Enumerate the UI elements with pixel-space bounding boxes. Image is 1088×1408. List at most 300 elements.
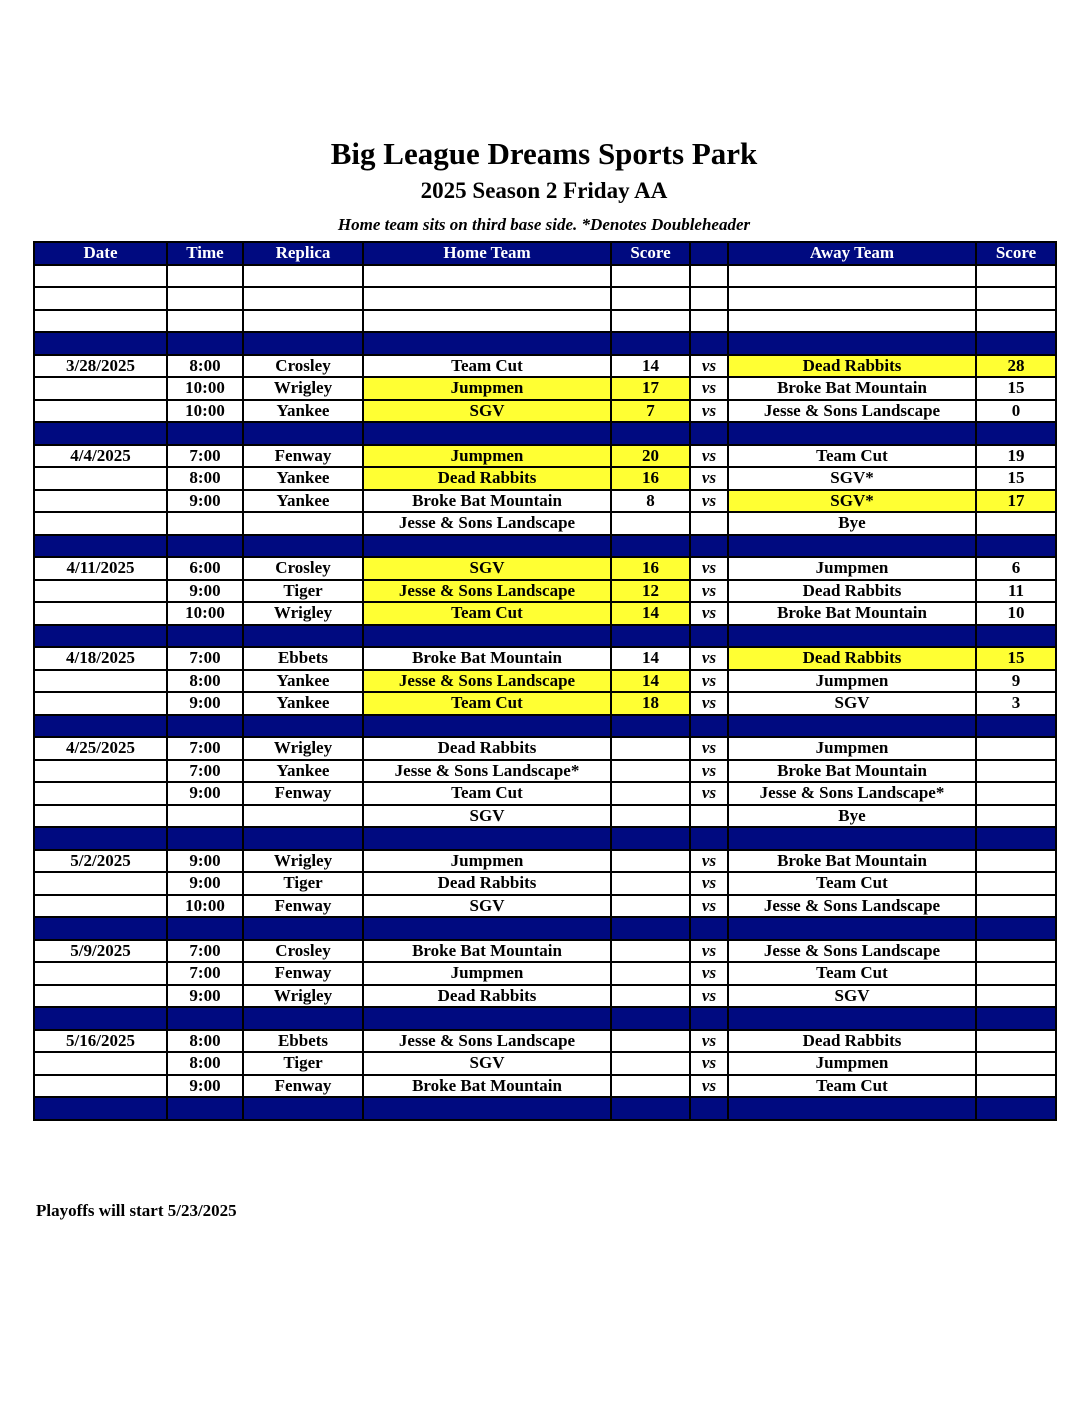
separator-cell <box>34 422 167 445</box>
separator-cell <box>611 625 690 648</box>
game-row <box>34 850 1056 873</box>
replica-cell: Crosley <box>243 557 363 580</box>
replica-cell: Fenway <box>243 895 363 918</box>
date-cell <box>34 377 167 400</box>
date-cell <box>34 962 167 985</box>
home-team-cell: SGV <box>363 805 611 828</box>
home-team-cell: Jumpmen <box>363 850 611 873</box>
time-cell: 9:00 <box>167 782 243 805</box>
home-score-cell: 16 <box>611 467 690 490</box>
vs-label: vs <box>690 692 728 715</box>
separator-cell <box>243 535 363 558</box>
game-row <box>34 962 1056 985</box>
separator-cell <box>976 332 1056 355</box>
home-team-cell: Team Cut <box>363 782 611 805</box>
date-cell: 5/16/2025 <box>34 1030 167 1053</box>
vs-label: vs <box>690 647 728 670</box>
away-score-cell <box>976 1052 1056 1075</box>
replica-cell: Fenway <box>243 445 363 468</box>
away-team-cell: Jumpmen <box>728 557 976 580</box>
time-cell: 8:00 <box>167 1052 243 1075</box>
blank-cell <box>243 310 363 333</box>
separator-cell <box>976 422 1056 445</box>
game-row <box>34 1030 1056 1053</box>
blank-cell <box>34 287 167 310</box>
home-score-cell <box>611 850 690 873</box>
separator-cell <box>690 1097 728 1120</box>
separator-cell <box>363 827 611 850</box>
home-score-cell <box>611 872 690 895</box>
blank-cell <box>976 287 1056 310</box>
separator-cell <box>611 422 690 445</box>
game-row <box>34 647 1056 670</box>
separator-cell <box>690 827 728 850</box>
home-team-cell: Jesse & Sons Landscape <box>363 580 611 603</box>
col-header-vs <box>690 242 728 265</box>
home-team-cell: Dead Rabbits <box>363 467 611 490</box>
schedule-table <box>33 241 1057 1121</box>
time-cell: 9:00 <box>167 1075 243 1098</box>
away-score-cell: 28 <box>976 355 1056 378</box>
separator-cell <box>611 715 690 738</box>
vs-label: vs <box>690 850 728 873</box>
replica-cell: Wrigley <box>243 602 363 625</box>
home-team-cell: SGV <box>363 895 611 918</box>
page-subtitle: 2025 Season 2 Friday AA <box>420 178 668 203</box>
week-separator-row <box>34 827 1056 850</box>
separator-cell <box>728 827 976 850</box>
home-score-cell <box>611 1030 690 1053</box>
date-cell: 4/25/2025 <box>34 737 167 760</box>
vs-label <box>690 805 728 828</box>
replica-cell: Yankee <box>243 760 363 783</box>
separator-cell <box>34 1007 167 1030</box>
replica-cell: Wrigley <box>243 985 363 1008</box>
schedule-body <box>34 265 1056 1120</box>
away-score-cell <box>976 985 1056 1008</box>
date-cell: 4/11/2025 <box>34 557 167 580</box>
home-score-cell: 7 <box>611 400 690 423</box>
blank-cell <box>363 265 611 288</box>
separator-cell <box>690 715 728 738</box>
vs-label: vs <box>690 557 728 580</box>
away-team-cell: SGV <box>728 985 976 1008</box>
blank-cell <box>728 265 976 288</box>
separator-cell <box>167 715 243 738</box>
date-cell <box>34 1052 167 1075</box>
separator-cell <box>611 917 690 940</box>
separator-cell <box>243 827 363 850</box>
replica-cell: Wrigley <box>243 850 363 873</box>
separator-cell <box>611 1097 690 1120</box>
week-separator-row <box>34 422 1056 445</box>
separator-cell <box>34 715 167 738</box>
separator-cell <box>728 535 976 558</box>
game-row <box>34 760 1056 783</box>
home-team-cell: SGV <box>363 1052 611 1075</box>
game-row <box>34 377 1056 400</box>
separator-cell <box>34 917 167 940</box>
separator-cell <box>690 1007 728 1030</box>
separator-cell <box>167 1097 243 1120</box>
game-row <box>34 805 1056 828</box>
game-row <box>34 737 1056 760</box>
replica-cell <box>243 512 363 535</box>
blank-cell <box>728 310 976 333</box>
separator-cell <box>611 1007 690 1030</box>
replica-cell: Yankee <box>243 400 363 423</box>
away-score-cell <box>976 850 1056 873</box>
away-score-cell <box>976 962 1056 985</box>
home-team-cell: Jumpmen <box>363 962 611 985</box>
vs-label: vs <box>690 1075 728 1098</box>
away-team-cell: Team Cut <box>728 962 976 985</box>
separator-cell <box>690 917 728 940</box>
time-cell: 8:00 <box>167 467 243 490</box>
date-cell <box>34 512 167 535</box>
separator-cell <box>363 422 611 445</box>
date-cell <box>34 467 167 490</box>
separator-cell <box>728 917 976 940</box>
blank-cell <box>243 287 363 310</box>
home-score-cell: 12 <box>611 580 690 603</box>
home-team-cell: Broke Bat Mountain <box>363 940 611 963</box>
replica-cell: Tiger <box>243 580 363 603</box>
home-team-cell: Jesse & Sons Landscape <box>363 512 611 535</box>
home-score-cell: 16 <box>611 557 690 580</box>
away-team-cell: SGV <box>728 692 976 715</box>
home-score-cell: 14 <box>611 355 690 378</box>
away-score-cell <box>976 1075 1056 1098</box>
game-row <box>34 602 1056 625</box>
away-team-cell: SGV* <box>728 490 976 513</box>
date-cell <box>34 760 167 783</box>
blank-cell <box>611 265 690 288</box>
home-team-cell: Dead Rabbits <box>363 872 611 895</box>
separator-cell <box>243 332 363 355</box>
time-cell: 9:00 <box>167 580 243 603</box>
table-header-row <box>34 242 1056 265</box>
replica-cell: Yankee <box>243 467 363 490</box>
replica-cell: Fenway <box>243 962 363 985</box>
game-row <box>34 490 1056 513</box>
away-team-cell: Bye <box>728 805 976 828</box>
away-score-cell <box>976 895 1056 918</box>
separator-cell <box>728 332 976 355</box>
separator-cell <box>611 332 690 355</box>
home-score-cell <box>611 1075 690 1098</box>
away-team-cell: Broke Bat Mountain <box>728 850 976 873</box>
away-team-cell: Team Cut <box>728 445 976 468</box>
home-team-cell: SGV <box>363 400 611 423</box>
date-cell <box>34 805 167 828</box>
time-cell: 7:00 <box>167 445 243 468</box>
separator-cell <box>976 1007 1056 1030</box>
game-row <box>34 467 1056 490</box>
away-team-cell: Dead Rabbits <box>728 1030 976 1053</box>
away-team-cell: SGV* <box>728 467 976 490</box>
game-row <box>34 985 1056 1008</box>
away-team-cell: Jumpmen <box>728 670 976 693</box>
separator-cell <box>728 625 976 648</box>
home-team-cell: Jumpmen <box>363 377 611 400</box>
away-team-cell: Jumpmen <box>728 737 976 760</box>
week-separator-row <box>34 1097 1056 1120</box>
col-header-replica: Replica <box>243 242 363 265</box>
away-score-cell: 0 <box>976 400 1056 423</box>
away-score-cell <box>976 760 1056 783</box>
week-separator-row <box>34 715 1056 738</box>
blank-cell <box>690 287 728 310</box>
date-cell <box>34 782 167 805</box>
blank-cell <box>363 287 611 310</box>
vs-label: vs <box>690 940 728 963</box>
separator-cell <box>167 422 243 445</box>
time-cell: 8:00 <box>167 1030 243 1053</box>
vs-label: vs <box>690 872 728 895</box>
time-cell: 8:00 <box>167 355 243 378</box>
game-row <box>34 782 1056 805</box>
date-cell <box>34 400 167 423</box>
separator-cell <box>167 625 243 648</box>
separator-cell <box>976 535 1056 558</box>
away-team-cell: Broke Bat Mountain <box>728 760 976 783</box>
col-header-home-team: Home Team <box>363 242 611 265</box>
date-cell: 5/9/2025 <box>34 940 167 963</box>
home-team-cell: Dead Rabbits <box>363 985 611 1008</box>
away-score-cell: 19 <box>976 445 1056 468</box>
time-cell <box>167 805 243 828</box>
replica-cell: Yankee <box>243 692 363 715</box>
home-team-cell: Jesse & Sons Landscape* <box>363 760 611 783</box>
separator-cell <box>243 715 363 738</box>
game-row <box>34 580 1056 603</box>
vs-label: vs <box>690 760 728 783</box>
away-score-cell <box>976 940 1056 963</box>
away-team-cell: Dead Rabbits <box>728 355 976 378</box>
date-cell <box>34 985 167 1008</box>
replica-cell: Crosley <box>243 940 363 963</box>
away-team-cell: Jesse & Sons Landscape <box>728 400 976 423</box>
home-team-cell: Team Cut <box>363 692 611 715</box>
separator-cell <box>167 917 243 940</box>
blank-row <box>34 265 1056 288</box>
away-team-cell: Broke Bat Mountain <box>728 602 976 625</box>
replica-cell: Yankee <box>243 670 363 693</box>
date-cell <box>34 670 167 693</box>
separator-cell <box>611 827 690 850</box>
away-score-cell <box>976 782 1056 805</box>
col-header-home-score: Score <box>611 242 690 265</box>
home-team-cell: Broke Bat Mountain <box>363 1075 611 1098</box>
separator-cell <box>728 422 976 445</box>
separator-cell <box>976 917 1056 940</box>
page-title: Big League Dreams Sports Park <box>330 136 758 171</box>
replica-cell: Wrigley <box>243 377 363 400</box>
vs-label: vs <box>690 602 728 625</box>
vs-label: vs <box>690 445 728 468</box>
schedule-note: Home team sits on third base side. *Denotes Doubleheader <box>337 215 751 234</box>
vs-label: vs <box>690 895 728 918</box>
separator-cell <box>363 332 611 355</box>
away-score-cell <box>976 805 1056 828</box>
blank-cell <box>611 287 690 310</box>
home-score-cell <box>611 895 690 918</box>
separator-cell <box>363 535 611 558</box>
replica-cell: Ebbets <box>243 647 363 670</box>
time-cell: 10:00 <box>167 400 243 423</box>
vs-label: vs <box>690 377 728 400</box>
away-score-cell <box>976 737 1056 760</box>
date-cell <box>34 490 167 513</box>
separator-cell <box>34 1097 167 1120</box>
separator-cell <box>690 422 728 445</box>
separator-cell <box>243 917 363 940</box>
home-team-cell: Broke Bat Mountain <box>363 490 611 513</box>
separator-cell <box>34 332 167 355</box>
separator-cell <box>167 1007 243 1030</box>
home-score-cell: 17 <box>611 377 690 400</box>
home-team-cell: Jumpmen <box>363 445 611 468</box>
date-cell: 3/28/2025 <box>34 355 167 378</box>
game-row <box>34 692 1056 715</box>
away-score-cell <box>976 512 1056 535</box>
week-separator-row <box>34 1007 1056 1030</box>
replica-cell: Tiger <box>243 872 363 895</box>
col-header-away-team: Away Team <box>728 242 976 265</box>
time-cell: 10:00 <box>167 377 243 400</box>
away-score-cell: 17 <box>976 490 1056 513</box>
vs-label: vs <box>690 467 728 490</box>
home-score-cell <box>611 985 690 1008</box>
separator-cell <box>690 332 728 355</box>
game-row <box>34 557 1056 580</box>
time-cell: 9:00 <box>167 872 243 895</box>
away-team-cell: Team Cut <box>728 872 976 895</box>
week-separator-row <box>34 535 1056 558</box>
date-cell: 4/4/2025 <box>34 445 167 468</box>
separator-cell <box>243 1007 363 1030</box>
replica-cell <box>243 805 363 828</box>
vs-label: vs <box>690 985 728 1008</box>
game-row <box>34 512 1056 535</box>
replica-cell: Yankee <box>243 490 363 513</box>
game-row <box>34 400 1056 423</box>
date-cell <box>34 1075 167 1098</box>
home-score-cell <box>611 737 690 760</box>
col-header-time: Time <box>167 242 243 265</box>
date-cell <box>34 602 167 625</box>
separator-cell <box>243 422 363 445</box>
away-score-cell: 15 <box>976 467 1056 490</box>
home-team-cell: Dead Rabbits <box>363 737 611 760</box>
time-cell: 6:00 <box>167 557 243 580</box>
replica-cell: Crosley <box>243 355 363 378</box>
away-score-cell: 11 <box>976 580 1056 603</box>
separator-cell <box>167 535 243 558</box>
replica-cell: Ebbets <box>243 1030 363 1053</box>
replica-cell: Fenway <box>243 782 363 805</box>
away-score-cell <box>976 1030 1056 1053</box>
separator-cell <box>167 827 243 850</box>
vs-label: vs <box>690 580 728 603</box>
date-cell <box>34 895 167 918</box>
vs-label: vs <box>690 400 728 423</box>
separator-cell <box>728 1007 976 1030</box>
away-score-cell: 15 <box>976 647 1056 670</box>
separator-cell <box>976 827 1056 850</box>
date-cell <box>34 872 167 895</box>
blank-cell <box>976 310 1056 333</box>
game-row <box>34 940 1056 963</box>
separator-cell <box>363 917 611 940</box>
blank-cell <box>611 310 690 333</box>
home-score-cell: 8 <box>611 490 690 513</box>
away-team-cell: Dead Rabbits <box>728 580 976 603</box>
game-row <box>34 355 1056 378</box>
away-team-cell: Jesse & Sons Landscape <box>728 940 976 963</box>
blank-row <box>34 310 1056 333</box>
vs-label: vs <box>690 1030 728 1053</box>
home-team-cell: Jesse & Sons Landscape <box>363 670 611 693</box>
blank-cell <box>167 265 243 288</box>
separator-cell <box>243 1097 363 1120</box>
home-score-cell <box>611 760 690 783</box>
away-score-cell: 9 <box>976 670 1056 693</box>
game-row <box>34 895 1056 918</box>
replica-cell: Fenway <box>243 1075 363 1098</box>
separator-cell <box>34 625 167 648</box>
blank-cell <box>167 310 243 333</box>
separator-cell <box>34 535 167 558</box>
separator-cell <box>363 1007 611 1030</box>
home-score-cell <box>611 1052 690 1075</box>
time-cell: 10:00 <box>167 895 243 918</box>
home-score-cell: 14 <box>611 647 690 670</box>
date-cell <box>34 580 167 603</box>
col-header-away-score: Score <box>976 242 1056 265</box>
playoffs-note: Playoffs will start 5/23/2025 <box>36 1201 237 1220</box>
separator-cell <box>976 715 1056 738</box>
home-score-cell <box>611 512 690 535</box>
vs-label: vs <box>690 1052 728 1075</box>
separator-cell <box>611 535 690 558</box>
away-team-cell: Jumpmen <box>728 1052 976 1075</box>
home-score-cell <box>611 940 690 963</box>
away-score-cell: 6 <box>976 557 1056 580</box>
home-score-cell: 20 <box>611 445 690 468</box>
away-team-cell: Dead Rabbits <box>728 647 976 670</box>
blank-row <box>34 287 1056 310</box>
separator-cell <box>243 625 363 648</box>
col-header-date: Date <box>34 242 167 265</box>
away-team-cell: Jesse & Sons Landscape <box>728 895 976 918</box>
vs-label <box>690 512 728 535</box>
away-score-cell <box>976 872 1056 895</box>
time-cell: 10:00 <box>167 602 243 625</box>
blank-cell <box>34 265 167 288</box>
vs-label: vs <box>690 962 728 985</box>
away-team-cell: Broke Bat Mountain <box>728 377 976 400</box>
blank-cell <box>690 310 728 333</box>
separator-cell <box>728 1097 976 1120</box>
blank-cell <box>690 265 728 288</box>
separator-cell <box>728 715 976 738</box>
home-team-cell: Broke Bat Mountain <box>363 647 611 670</box>
separator-cell <box>167 332 243 355</box>
separator-cell <box>363 625 611 648</box>
away-score-cell: 10 <box>976 602 1056 625</box>
